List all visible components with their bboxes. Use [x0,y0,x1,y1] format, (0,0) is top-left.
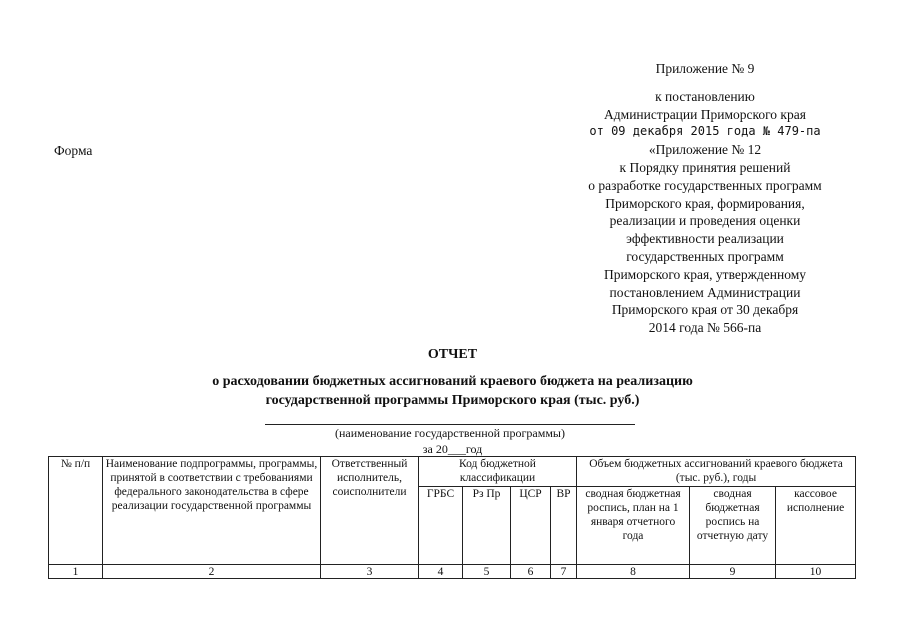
header-grbs: ГРБС [419,487,463,565]
column-number: 5 [463,565,511,579]
appendix-block [560,60,850,337]
header-num: № п/п [49,457,103,565]
spacer [560,78,850,88]
appendix-line: эффективности реализации [626,231,784,247]
header-budget-volume: Объем бюджетных ассигнований краевого бюджета (тыс. руб.), годы [577,457,856,487]
header-csr: ЦСР [511,487,551,565]
program-name-caption: (наименование государственной программы) [335,426,565,440]
header-budget-code: Код бюджетной классификации [419,457,577,487]
report-title: ОТЧЕТ [427,347,478,362]
column-number: 9 [690,565,776,579]
appendix-line: Администрации Приморского края [604,106,806,122]
program-name-underline [265,424,635,425]
appendix-line: государственных программ [626,248,784,264]
appendix-line: Приморского края, формирования, [605,195,805,211]
appendix-line: Приморского края, утвержденному [603,266,807,282]
header-executor: Ответственный исполнитель, соисполнители [321,457,419,565]
appendix-number: Приложение № 9 [655,61,755,76]
column-number: 1 [49,565,103,579]
report-table [48,456,856,579]
column-number: 2 [103,565,321,579]
column-number: 7 [551,565,577,579]
appendix-line: Приморского края от 30 декабря [611,302,799,318]
column-number: 4 [419,565,463,579]
appendix-line: к постановлению [655,88,755,104]
appendix-line: реализации и проведения оценки [609,213,801,229]
column-number: 8 [577,565,690,579]
header-plan: сводная бюджетная роспись, план на 1 января отчетного года [577,487,690,565]
appendix-line: к Порядку принятия решений [619,159,791,175]
column-number: 6 [511,565,551,579]
header-cash: кассовое исполнение [776,487,856,565]
column-number: 10 [776,565,856,579]
header-vr: ВР [551,487,577,565]
appendix-line: «Приложение № 12 [648,142,762,158]
column-number: 3 [321,565,419,579]
appendix-line: 2014 года № 566-па [648,320,762,336]
decree-date-line: от 09 декабря 2015 года № 479-па [589,124,821,139]
form-label: Форма [54,143,93,158]
header-program-name: Наименование подпрограммы, программы, принятой в соответствии с требованиями федерального законодательства в сфере реализации государственной программы [103,457,321,565]
report-year-line: за 20___год [422,442,483,456]
appendix-line: постановлением Администрации [609,284,801,300]
header-actual-list: сводная бюджетная роспись на отчетную дату [690,487,776,565]
report-subtitle-line-1: о расходовании бюджетных ассигнований краевого бюджета на реализацию [212,374,693,389]
report-subtitle-line-2: государственной программы Приморского края (тыс. руб.) [265,393,640,408]
header-rzpr: Рз Пр [463,487,511,565]
appendix-line: о разработке государственных программ [588,177,822,193]
